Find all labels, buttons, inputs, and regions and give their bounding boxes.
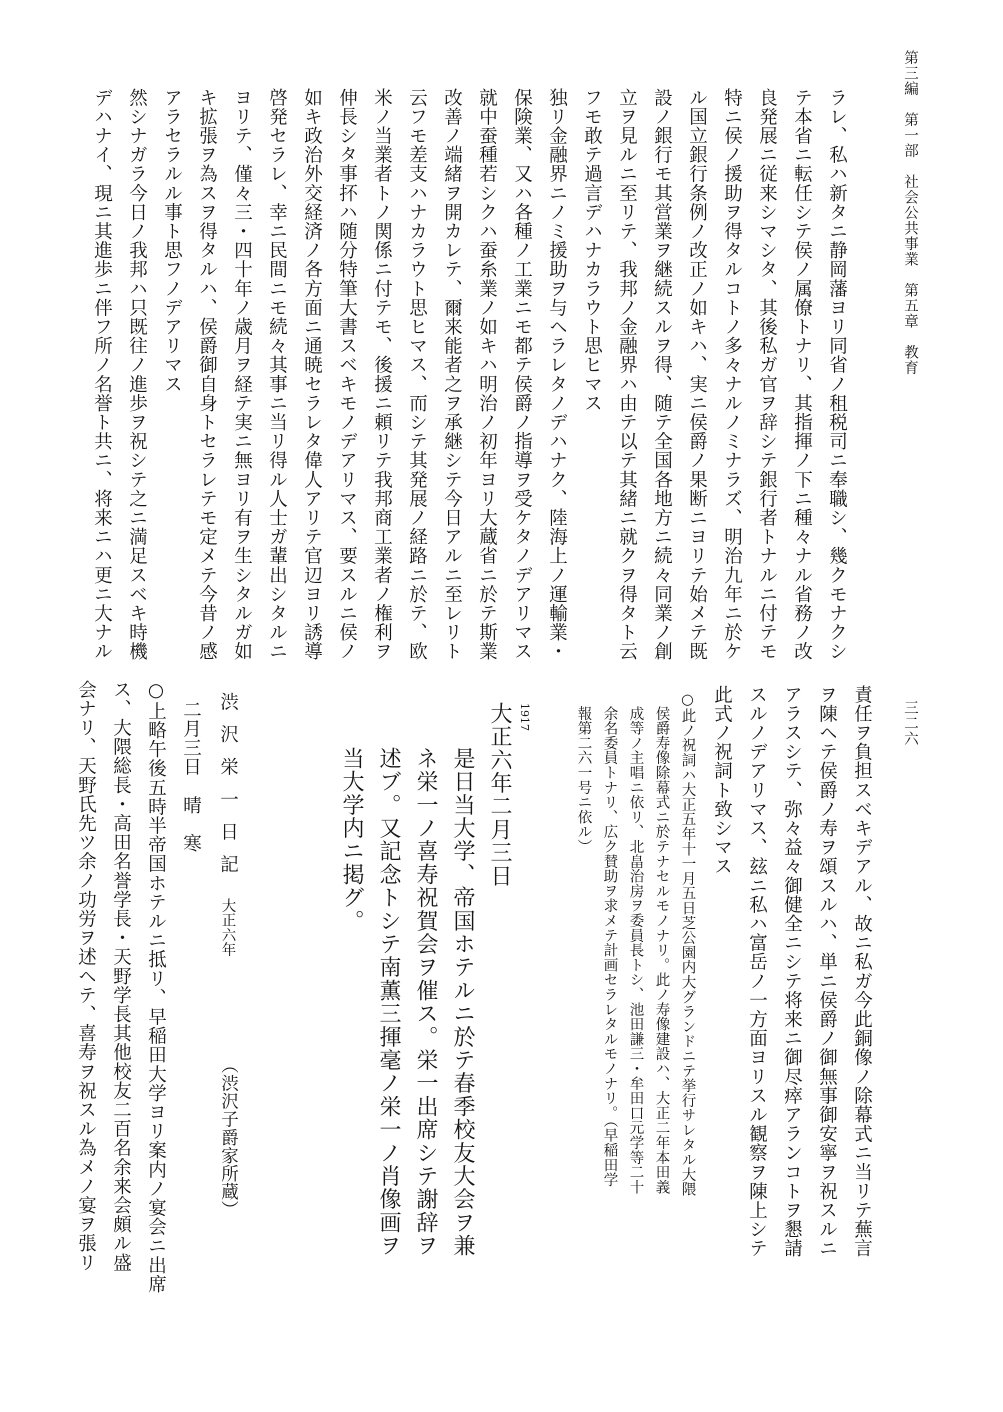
text-column: アラスシテ、弥々益々御健全ニシテ将来ニ御尽瘁アランコトヲ懇請 [781, 685, 803, 1258]
year-note: 1917 [518, 703, 531, 731]
note-column: 侯爵寿像除幕式ニ於テナセルモノナリ。此ノ寿像建設ハ、大正二年本田義 [653, 706, 670, 1195]
text-column: アラセラルル事ト思フノデアリマス [161, 88, 183, 394]
text-column: 独リ金融界ニノミ援助ヲ与ヘラレタノデハナク、陸海上ノ運輸業・ [546, 88, 568, 661]
text-column: キ拡張ヲ為スヲ得タルハ、侯爵御自身トセラレテモ定メテ今昔ノ感 [196, 88, 218, 661]
diary-date-weather: 二月三日 晴 寒 [180, 700, 202, 853]
note-column: ○此ノ祝詞ハ大正五年十一月五日芝公園内大グランドニテ挙行サレタル大隈 [679, 692, 696, 1197]
text-column: デハナイ、現ニ其進歩ニ伴フ所ノ名誉ト共ニ、将来ニハ更ニ大ナル [91, 88, 113, 661]
text-column: 特ニ侯ノ援助ヲ得タルコトノ多々ナルノミナラズ、明治九年ニ於ケ [721, 88, 743, 661]
text-column: 保険業、又ハ各種ノ工業ニモ都テ侯爵ノ指導ヲ受ケタノデアリマス [511, 88, 533, 661]
diary-line: ○上略午後五時半帝国ホテルニ抵リ、早稲田大学ヨリ案内ノ宴会ニ出席 [145, 680, 167, 1294]
text-column: スルノデアリマス、玆ニ私ハ富岳ノ一方面ヨリスル観察ヲ陳上シテ [746, 685, 768, 1258]
running-head: 第三編 第一部 社会公共事業 第五章 教育 [902, 50, 918, 376]
text-column: 然シナガラ今日ノ我邦ハ只既往ノ進歩ヲ祝シテ之ニ満足スベキ時機 [126, 88, 148, 661]
entry-body-column: 当大学内ニ掲グ。 [339, 747, 364, 933]
note-column: 報第二六一号ニ依ル） [575, 706, 592, 854]
text-column: 如キ政治外交経済ノ各方面ニ通暁セラレタ偉人アリテ官辺ヨリ誘導 [301, 88, 323, 661]
page-number: 三二六 [902, 700, 918, 747]
diary-source: （渋沢子爵家所蔵） [218, 1056, 239, 1219]
text-column: 設ノ銀行モ其営業ヲ継続スルヲ得、随テ全国各地方ニ続々同業ノ創 [651, 88, 673, 661]
text-column: 此式ノ祝詞ト致シマス [711, 685, 733, 876]
text-column: ヲ陳ヘテ侯爵ノ寿ヲ頌スルハ、単ニ侯爵ノ御無事御安寧ヲ祝スルニ [816, 685, 838, 1258]
text-column: 良発展ニ従来シマシタ、其後私ガ官ヲ辞シテ銀行者トナルニ付テモ [756, 88, 778, 661]
text-column: フモ敢テ過言デハナカラウト思ヒマス [581, 88, 603, 413]
diary-line: 会ナリ、天野氏先ツ余ノ功労ヲ述ヘテ、喜寿ヲ祝スル為メノ宴ヲ張リ [75, 680, 97, 1273]
text-column: ラレ、私ハ新タニ静岡藩ヨリ同省ノ租税司ニ奉職シ、幾クモナクシ [826, 88, 848, 661]
text-column: ル国立銀行条例ノ改正ノ如キハ、実ニ侯爵ノ果断ニヨリテ始メテ既 [686, 88, 708, 661]
text-column: 米ノ当業者トノ関係ニ付テモ、後援ニ頼リテ我邦商工業者ノ権利ヲ [371, 88, 393, 661]
text-column: 改善ノ端緒ヲ開カレテ、爾来能者之ヲ承継シテ今日アルニ至レリト [441, 88, 463, 661]
diary-title: 渋沢栄一日記 [217, 692, 239, 887]
diary-line: ス、大隈総長・高田名誉学長・天野学長其他校友二百名余来会頗ル盛 [110, 680, 132, 1273]
note-column: 余名委員トナリ、広ク賛助ヲ求メテ計画セラレタルモノナリ。（早稲田学 [601, 706, 618, 1188]
entry-body-column: 是日当大学、帝国ホテルニ於テ春季校友大会ヲ兼 [450, 747, 475, 1258]
text-column: 立ヲ見ルニ至リテ、我邦ノ金融界ハ由テ以テ其緒ニ就クヲ得タト云 [616, 88, 638, 661]
entry-date-heading: 大正六年二月三日 [487, 702, 512, 888]
entry-body-column: 述ブ。又記念トシテ南薫三揮毫ノ栄一ノ肖像画ヲ [376, 747, 401, 1258]
text-column: テ本省ニ転任シテ侯ノ属僚トナリ、其指揮ノ下ニ種々ナル省務ノ改 [791, 88, 813, 661]
text-column: 啓発セラレ、幸ニ民間ニモ続々其事ニ当リ得ル人士ガ輩出シタルニ [266, 88, 288, 661]
text-column: 伸長シタ事抔ハ随分特筆大書スベキモノデアリマス、要スルニ侯ノ [336, 88, 358, 661]
text-column: 責任ヲ負担スベキデアル、故ニ私ガ今此銅像ノ除幕式ニ当リテ蕪言 [851, 685, 873, 1258]
note-column: 成等ノ主唱ニ依リ、北畠治房ヲ委員長トシ、池田謙三・牟田口元学等二十 [627, 706, 644, 1195]
text-column: 就中蚕種若シクハ蚕糸業ノ如キハ明治ノ初年ヨリ大蔵省ニ於テ斯業 [476, 88, 498, 661]
entry-body-column: ネ栄一ノ喜寿祝賀会ヲ催ス。栄一出席シテ謝辞ヲ [413, 747, 438, 1258]
text-column: ヨリテ、僅々三・四十年ノ歳月ヲ経テ実ニ無ヨリ有ヲ生シタルガ如 [231, 88, 253, 661]
diary-year-label: 大正六年 [219, 898, 236, 958]
text-column: 云フモ差支ハナカラウト思ヒマス、而シテ其発展ノ経路ニ於テ、欧 [406, 88, 428, 661]
